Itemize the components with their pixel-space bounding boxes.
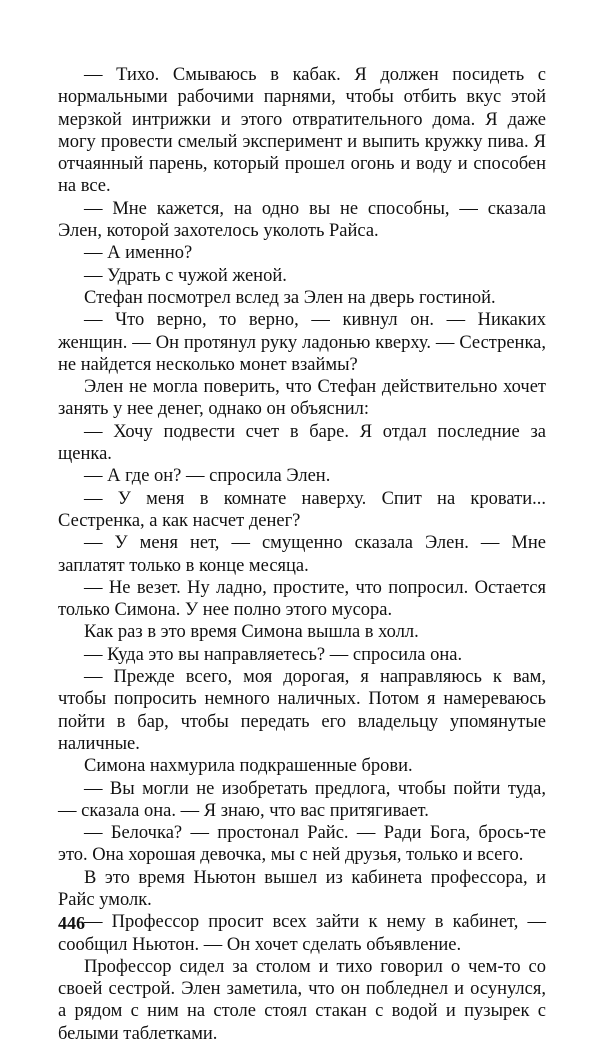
paragraph: — Не везет. Ну ладно, простите, что попросил. Остается только Симона. У нее полно этого мусора.: [58, 577, 546, 621]
paragraph: — Хочу подвести счет в баре. Я отдал последние за щенка.: [58, 421, 546, 465]
paragraph: — Мне кажется, на одно вы не способны, — сказала Элен, которой захотелось уколоть Райса.: [58, 198, 546, 242]
paragraph: — А именно?: [84, 243, 193, 264]
paragraph: — Вы могли не изобретать предлога, чтобы пойти туда, — сказала она. — Я знаю, что вас притягивает.: [58, 778, 546, 821]
paragraph: Симона нахмурила подкрашенные брови.: [84, 756, 413, 777]
paragraph: — А где он? — спросила Элен.: [84, 466, 331, 487]
paragraph: — У меня нет, — смущенно сказала Элен. — Мне заплатят только в конце месяца.: [58, 533, 546, 576]
paragraph: — Куда это вы направляетесь? — спросила она.: [84, 644, 463, 665]
paragraph: — Тихо. Смываюсь в кабак. Я должен посидеть с нормальными рабочими парнями, чтобы отбить вкус этой мерзкой интрижки и этого отвратительного дома. Я даже могу провести смелый эксперимент и выпить кружку пива. Я отчаянный парень, который прошел огонь и воду и способен на все.: [58, 65, 546, 197]
page-number: 446: [58, 913, 85, 933]
paragraph: — Профессор просит всех зайти к нему в кабинет, — сообщил Ньютон. — Он хочет сделать объявление.: [58, 912, 546, 955]
paragraph: — Прежде всего, моя дорогая, я направляюсь к вам, чтобы попросить немного наличных. Потом я намереваюсь пойти в бар, чтобы передать его владельцу упомянутые наличные.: [58, 667, 546, 754]
paragraph: — У меня в комнате наверху. Спит на кровати... Сестренка, а как насчет денег?: [58, 488, 546, 531]
paragraph: Профессор сидел за столом и тихо говорил о чем-то со своей сестрой. Элен заметила, что он побледнел и осунулся, а рядом с ним на столе стоял стакан с водой и пузырек с белыми таблетками.: [58, 956, 546, 1044]
paragraph: — Что верно, то верно, — кивнул он. — Никаких женщин. — Он протянул руку ладонью кверху. — Сестренка, не найдется несколько монет взаймы?: [58, 310, 546, 375]
paragraph: — Удрать с чужой женой.: [84, 265, 287, 286]
paragraph: Элен не могла поверить, что Стефан действительно хочет занять у нее денег, однако он объяснил:: [58, 377, 546, 420]
paragraph: В это время Ньютон вышел из кабинета профессора, и Райс умолк.: [58, 867, 546, 910]
paragraph: Стефан посмотрел вслед за Элен на дверь гостиной.: [84, 287, 496, 308]
paragraph: — Белочка? — простонал Райс. — Ради Бога, брось-те это. Она хорошая девочка, мы с ней друзья, только и всего.: [58, 823, 546, 866]
body-text: [58, 64, 546, 1045]
paragraph: Как раз в это время Симона вышла в холл.: [84, 622, 419, 643]
